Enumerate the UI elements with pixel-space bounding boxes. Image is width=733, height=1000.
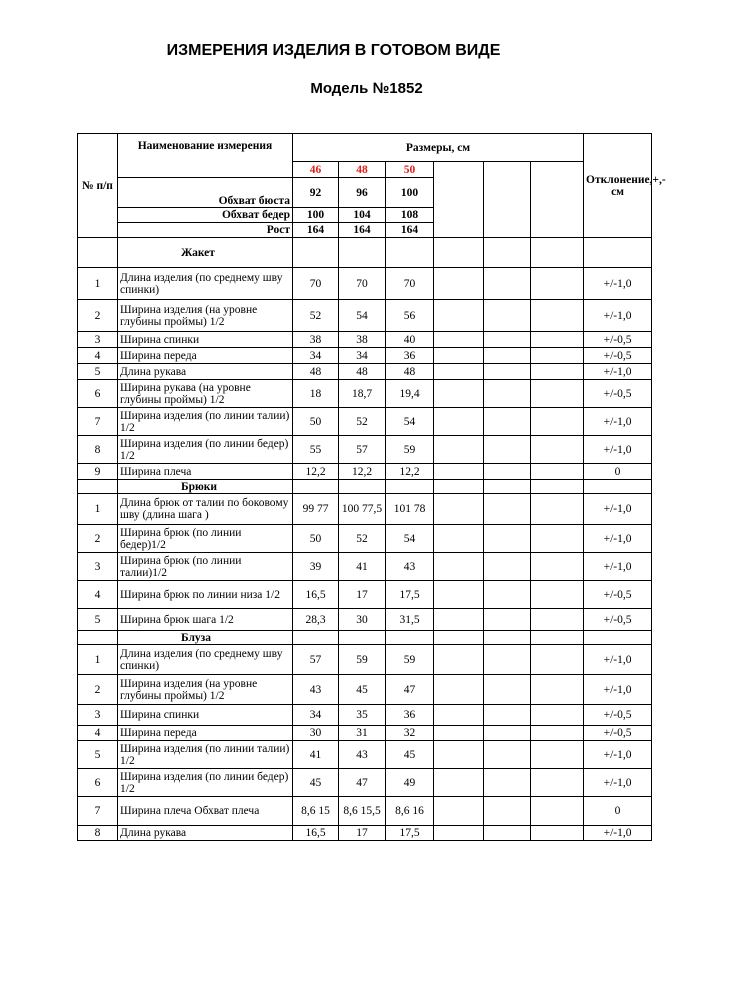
measurement-name: Ширина брюк шага 1/2 [118, 609, 293, 631]
size-value: 8,6 16 [386, 797, 434, 826]
size-value: 17,5 [386, 826, 434, 841]
row-number: 4 [78, 581, 118, 609]
size-value: 50 [293, 525, 339, 553]
empty-cell [531, 741, 584, 769]
size-value: 52 [339, 525, 386, 553]
measurement-name: Ширина плеча [118, 464, 293, 480]
measurement-name: Ширина изделия (по линии бедер) 1/2 [118, 769, 293, 797]
height-label: Рост [118, 223, 293, 238]
empty-cell [484, 348, 531, 364]
row-number: 2 [78, 525, 118, 553]
size-value: 38 [339, 332, 386, 348]
empty-cell [584, 631, 652, 645]
empty-cell [531, 162, 584, 238]
empty-cell [386, 480, 434, 494]
empty-cell [531, 380, 584, 408]
empty-cell [293, 480, 339, 494]
row-number: 2 [78, 300, 118, 332]
row-number: 5 [78, 364, 118, 380]
size-value: 45 [339, 675, 386, 705]
row-number: 5 [78, 741, 118, 769]
size-value: 101 78 [386, 494, 434, 525]
size-value: 34 [339, 348, 386, 364]
empty-cell [484, 480, 531, 494]
empty-cell [484, 581, 531, 609]
row-number: 8 [78, 826, 118, 841]
size-value: 70 [293, 268, 339, 300]
table-row [78, 364, 652, 380]
table-row [78, 494, 652, 525]
empty-cell [531, 238, 584, 268]
header-name: Наименование измерения [118, 134, 293, 178]
size-value: 99 77 [293, 494, 339, 525]
empty-cell [531, 300, 584, 332]
empty-cell [484, 826, 531, 841]
table-row [78, 609, 652, 631]
deviation-value: +/-0,5 [584, 705, 652, 726]
empty-cell [531, 797, 584, 826]
empty-cell [531, 364, 584, 380]
table-row [78, 826, 652, 841]
size-value: 49 [386, 769, 434, 797]
empty-cell [434, 348, 484, 364]
empty-cell [484, 797, 531, 826]
deviation-value: 0 [584, 797, 652, 826]
size-value: 57 [339, 436, 386, 464]
size-value: 55 [293, 436, 339, 464]
hips-value: 108 [386, 208, 434, 223]
size-value: 47 [386, 675, 434, 705]
size-value: 40 [386, 332, 434, 348]
deviation-value: +/-1,0 [584, 826, 652, 841]
size-value: 39 [293, 553, 339, 581]
row-number: 3 [78, 705, 118, 726]
bust-value: 96 [339, 178, 386, 208]
empty-cell [78, 631, 118, 645]
empty-cell [434, 332, 484, 348]
section-row [78, 238, 652, 268]
section-title: Брюки [118, 480, 293, 494]
empty-cell [531, 675, 584, 705]
size-value: 56 [386, 300, 434, 332]
empty-cell [484, 464, 531, 480]
deviation-value: +/-1,0 [584, 645, 652, 675]
empty-cell [293, 238, 339, 268]
empty-cell [531, 494, 584, 525]
bust-label: Обхват бюста [118, 178, 293, 208]
empty-cell [584, 238, 652, 268]
row-number: 4 [78, 348, 118, 364]
size-value: 34 [293, 348, 339, 364]
empty-cell [434, 645, 484, 675]
empty-cell [484, 268, 531, 300]
size-value: 17 [339, 581, 386, 609]
size-value: 54 [386, 525, 434, 553]
size-value: 70 [386, 268, 434, 300]
size-value: 8,6 15,5 [339, 797, 386, 826]
row-number: 7 [78, 408, 118, 436]
size-value: 43 [386, 553, 434, 581]
empty-cell [484, 645, 531, 675]
size-value: 41 [293, 741, 339, 769]
empty-cell [531, 769, 584, 797]
hips-value: 100 [293, 208, 339, 223]
measurement-name: Ширина брюк (по линии талии)1/2 [118, 553, 293, 581]
row-number: 2 [78, 675, 118, 705]
empty-cell [484, 162, 531, 238]
empty-cell [434, 675, 484, 705]
empty-cell [531, 525, 584, 553]
empty-cell [484, 238, 531, 268]
empty-cell [531, 408, 584, 436]
empty-cell [339, 480, 386, 494]
empty-cell [531, 348, 584, 364]
table-body [78, 134, 666, 841]
size-value: 31 [339, 726, 386, 741]
empty-cell [484, 408, 531, 436]
empty-cell [434, 769, 484, 797]
empty-cell [386, 238, 434, 268]
table-row [78, 675, 652, 705]
empty-cell [339, 631, 386, 645]
empty-cell [484, 741, 531, 769]
table-row [78, 726, 652, 741]
empty-cell [434, 525, 484, 553]
size-value: 52 [293, 300, 339, 332]
table-row [78, 553, 652, 581]
empty-cell [531, 609, 584, 631]
page-title: ИЗМЕРЕНИЯ ИЗДЕЛИЯ В ГОТОВОМ ВИДЕ [166, 42, 501, 59]
measurement-name: Ширина переда [118, 726, 293, 741]
deviation-value: +/-1,0 [584, 268, 652, 300]
size-value: 17 [339, 826, 386, 841]
height-value: 164 [386, 223, 434, 238]
deviation-value: +/-1,0 [584, 525, 652, 553]
empty-cell [434, 162, 484, 238]
empty-cell [584, 480, 652, 494]
size-value: 48 [339, 364, 386, 380]
size-value: 41 [339, 553, 386, 581]
size-value: 43 [339, 741, 386, 769]
size-value: 43 [293, 675, 339, 705]
header-deviation: Отклонение,+,- см [584, 134, 652, 238]
empty-cell [434, 581, 484, 609]
empty-cell [434, 268, 484, 300]
measurement-name: Длина изделия (по среднему шву спинки) [118, 645, 293, 675]
table-row [78, 525, 652, 553]
deviation-value: +/-0,5 [584, 609, 652, 631]
size-value: 12,2 [293, 464, 339, 480]
measurement-name: Длина рукава [118, 826, 293, 841]
empty-cell [484, 525, 531, 553]
bust-value: 100 [386, 178, 434, 208]
row-number: 6 [78, 769, 118, 797]
deviation-value: +/-0,5 [584, 380, 652, 408]
size-value: 48 [293, 364, 339, 380]
empty-cell [434, 705, 484, 726]
measurement-name: Ширина изделия (на уровне глубины проймы) 1/2 [118, 300, 293, 332]
empty-cell [484, 364, 531, 380]
size-value: 12,2 [386, 464, 434, 480]
table-row [78, 769, 652, 797]
empty-cell [434, 609, 484, 631]
empty-cell [531, 726, 584, 741]
size-value: 45 [386, 741, 434, 769]
empty-cell [434, 480, 484, 494]
empty-cell [434, 741, 484, 769]
empty-cell [484, 494, 531, 525]
deviation-value: +/-1,0 [584, 436, 652, 464]
hips-label: Обхват бедер [118, 208, 293, 223]
table-row [78, 380, 652, 408]
deviation-value: +/-0,5 [584, 348, 652, 364]
row-number: 9 [78, 464, 118, 480]
hips-value: 104 [339, 208, 386, 223]
size-value: 48 [386, 364, 434, 380]
table-row [78, 300, 652, 332]
size-value: 52 [339, 408, 386, 436]
measurement-name: Ширина изделия (по линии бедер) 1/2 [118, 436, 293, 464]
empty-cell [531, 268, 584, 300]
size-value: 54 [339, 300, 386, 332]
measurement-name: Ширина рукава (на уровне глубины проймы) 1/2 [118, 380, 293, 408]
empty-cell [434, 553, 484, 581]
empty-cell [78, 238, 118, 268]
size-value: 30 [339, 609, 386, 631]
empty-cell [484, 300, 531, 332]
row-number: 6 [78, 380, 118, 408]
size-value: 36 [386, 348, 434, 364]
size-value: 59 [339, 645, 386, 675]
measurement-name: Длина брюк от талии по боковому шву (длина шага ) [118, 494, 293, 525]
size-value: 50 [293, 408, 339, 436]
measurement-name: Ширина спинки [118, 705, 293, 726]
empty-cell [484, 553, 531, 581]
section-title: Блуза [118, 631, 293, 645]
table-row [78, 705, 652, 726]
table-row [78, 581, 652, 609]
size-value: 36 [386, 705, 434, 726]
empty-cell [531, 705, 584, 726]
empty-cell [434, 408, 484, 436]
size-value: 18 [293, 380, 339, 408]
deviation-value: +/-1,0 [584, 364, 652, 380]
row-number: 8 [78, 436, 118, 464]
size-value: 32 [386, 726, 434, 741]
header-num: № п/п [78, 134, 118, 238]
size-value: 16,5 [293, 581, 339, 609]
empty-cell [484, 769, 531, 797]
empty-cell [434, 631, 484, 645]
section-row [78, 480, 652, 494]
measurement-name: Ширина изделия (по линии талии) 1/2 [118, 408, 293, 436]
empty-cell [531, 480, 584, 494]
empty-cell [434, 300, 484, 332]
empty-cell [531, 581, 584, 609]
empty-cell [531, 436, 584, 464]
deviation-value: +/-1,0 [584, 408, 652, 436]
deviation-value: +/-1,0 [584, 769, 652, 797]
size-value: 16,5 [293, 826, 339, 841]
row-number: 3 [78, 553, 118, 581]
table-row [78, 464, 652, 480]
size-value: 34 [293, 705, 339, 726]
empty-cell [531, 645, 584, 675]
empty-cell [531, 631, 584, 645]
size-value: 18,7 [339, 380, 386, 408]
empty-cell [484, 631, 531, 645]
size-value: 38 [293, 332, 339, 348]
model-title: Модель №1852 [310, 80, 423, 97]
size-value: 54 [386, 408, 434, 436]
empty-cell [484, 436, 531, 464]
measurement-name: Длина изделия (по среднему шву спинки) [118, 268, 293, 300]
size-46: 46 [293, 162, 339, 178]
deviation-value: +/-1,0 [584, 494, 652, 525]
empty-cell [434, 380, 484, 408]
row-number: 3 [78, 332, 118, 348]
table-row [78, 436, 652, 464]
empty-cell [434, 826, 484, 841]
empty-cell [434, 494, 484, 525]
empty-cell [78, 480, 118, 494]
table-row [78, 797, 652, 826]
size-value: 35 [339, 705, 386, 726]
row-number: 5 [78, 609, 118, 631]
size-value: 59 [386, 645, 434, 675]
size-value: 70 [339, 268, 386, 300]
deviation-value: +/-1,0 [584, 675, 652, 705]
section-title: Жакет [118, 238, 293, 268]
empty-cell [434, 726, 484, 741]
height-value: 164 [339, 223, 386, 238]
measurement-name: Ширина плеча Обхват плеча [118, 797, 293, 826]
row-number: 4 [78, 726, 118, 741]
measurement-name: Ширина спинки [118, 332, 293, 348]
row-number: 1 [78, 645, 118, 675]
empty-cell [434, 797, 484, 826]
deviation-value: +/-1,0 [584, 300, 652, 332]
table-row [78, 408, 652, 436]
table-row [78, 645, 652, 675]
empty-cell [434, 364, 484, 380]
table-row [78, 332, 652, 348]
measurement-name: Ширина изделия (по линии талии) 1/2 [118, 741, 293, 769]
bust-value: 92 [293, 178, 339, 208]
size-value: 12,2 [339, 464, 386, 480]
empty-cell [484, 675, 531, 705]
deviation-value: +/-0,5 [584, 581, 652, 609]
measurement-name: Ширина брюк (по линии бедер)1/2 [118, 525, 293, 553]
measurement-name: Длина рукава [118, 364, 293, 380]
row-number: 7 [78, 797, 118, 826]
size-value: 31,5 [386, 609, 434, 631]
size-value: 47 [339, 769, 386, 797]
size-48: 48 [339, 162, 386, 178]
deviation-value: 0 [584, 464, 652, 480]
empty-cell [531, 553, 584, 581]
deviation-value: +/-1,0 [584, 741, 652, 769]
empty-cell [484, 726, 531, 741]
measurements-table [77, 133, 666, 841]
table-row [78, 348, 652, 364]
table-row [78, 741, 652, 769]
empty-cell [484, 705, 531, 726]
section-row [78, 631, 652, 645]
measurement-name: Ширина изделия (на уровне глубины проймы) 1/2 [118, 675, 293, 705]
size-50: 50 [386, 162, 434, 178]
size-value: 100 77,5 [339, 494, 386, 525]
empty-cell [531, 464, 584, 480]
empty-cell [484, 380, 531, 408]
size-value: 45 [293, 769, 339, 797]
deviation-value: +/-0,5 [584, 332, 652, 348]
header-sizes-title: Размеры, см [293, 134, 584, 162]
measurement-name: Ширина брюк по линии низа 1/2 [118, 581, 293, 609]
table-row [78, 268, 652, 300]
height-value: 164 [293, 223, 339, 238]
empty-cell [484, 332, 531, 348]
size-value: 28,3 [293, 609, 339, 631]
row-number: 1 [78, 494, 118, 525]
empty-cell [293, 631, 339, 645]
deviation-value: +/-1,0 [584, 553, 652, 581]
row-number: 1 [78, 268, 118, 300]
empty-cell [434, 238, 484, 268]
size-value: 19,4 [386, 380, 434, 408]
empty-cell [434, 436, 484, 464]
size-value: 57 [293, 645, 339, 675]
size-value: 59 [386, 436, 434, 464]
empty-cell [386, 631, 434, 645]
size-value: 30 [293, 726, 339, 741]
empty-cell [339, 238, 386, 268]
size-value: 8,6 15 [293, 797, 339, 826]
empty-cell [531, 826, 584, 841]
empty-cell [434, 464, 484, 480]
deviation-value: +/-0,5 [584, 726, 652, 741]
empty-cell [484, 609, 531, 631]
measurement-name: Ширина переда [118, 348, 293, 364]
empty-cell [531, 332, 584, 348]
size-value: 17,5 [386, 581, 434, 609]
